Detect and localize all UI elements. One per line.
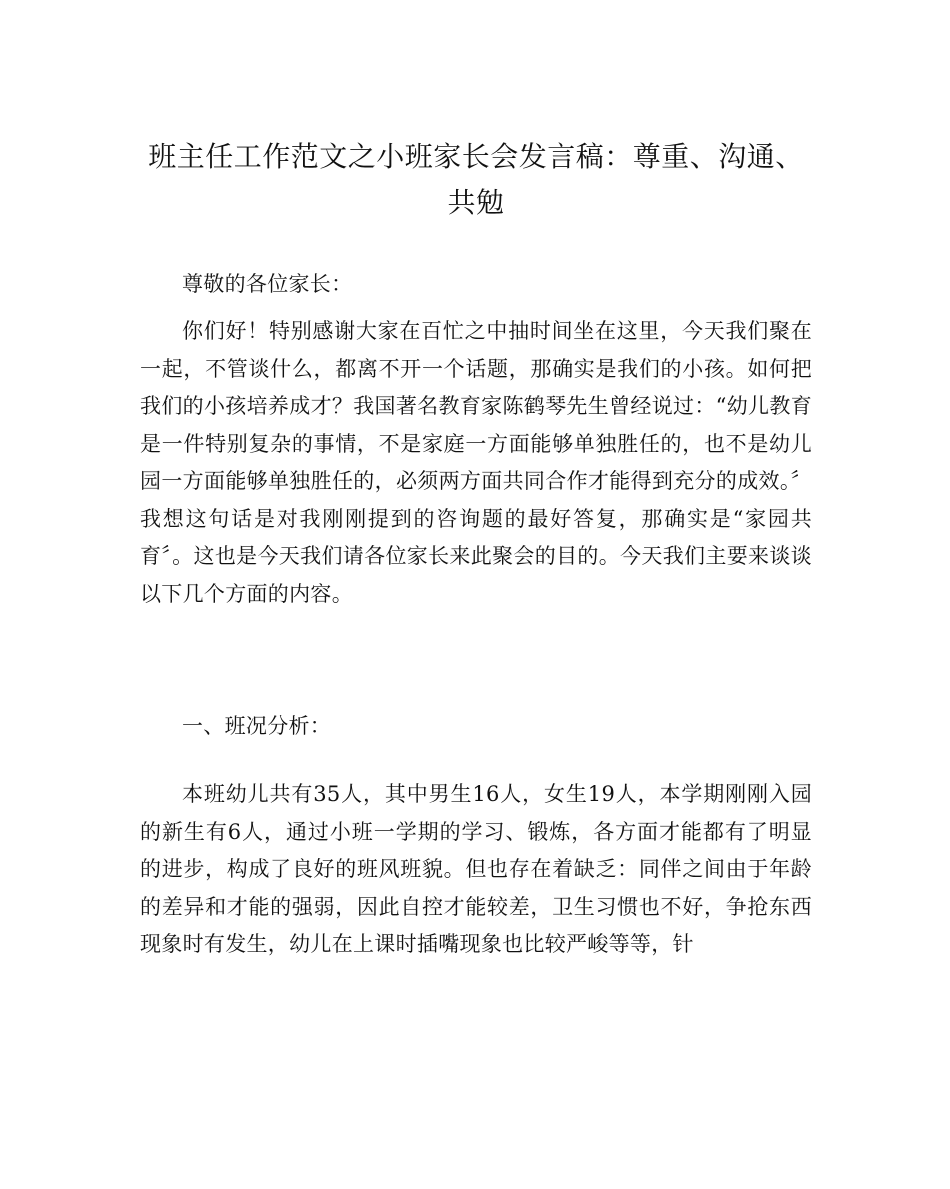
document-title: 班主任工作范文之小班家长会发言稿：尊重、沟通、共勉 bbox=[148, 140, 804, 219]
section-heading: 一、班况分析： bbox=[182, 714, 332, 738]
intro-paragraph: 你们好！特别感谢大家在百忙之中抽时间坐在这里，今天我们聚在一起，不管谈什么，都离不开一个话题，那确实是我们的小孩。如何把我们的小孩培养成才？我国著名教育家陈鹤琴先生曾经说过：“幼儿教育是一件特别复杂的事情，不是家庭一方面能够单独胜任的，也不是幼儿园一方面能够单独胜任的，必须两方面共同合作才能得到充分的成效。〞我想这句话是对我刚刚提到的咨询题的最好答复，那确实是“家园共育〞。这也是今天我们请各位家长来此聚会的目的。今天我们主要来谈谈以下几个方面的内容。 bbox=[140, 319, 812, 606]
class-analysis-paragraph: 本班幼儿共有35人，其中男生16人，女生19人，本学期刚刚入园的新生有6人，通过小班一学期的学习、锻炼，各方面才能都有了明显的进步，构成了良好的班风班貌。但也存在着缺乏：同伴之间由于年龄的差异和才能的强弱，因此自控才能较差，卫生习惯也不好，争抢东西现象时有发生，幼儿在上课时插嘴现象也比较严峻等等，针 bbox=[140, 782, 812, 956]
greeting-paragraph: 尊敬的各位家长： bbox=[182, 272, 353, 296]
